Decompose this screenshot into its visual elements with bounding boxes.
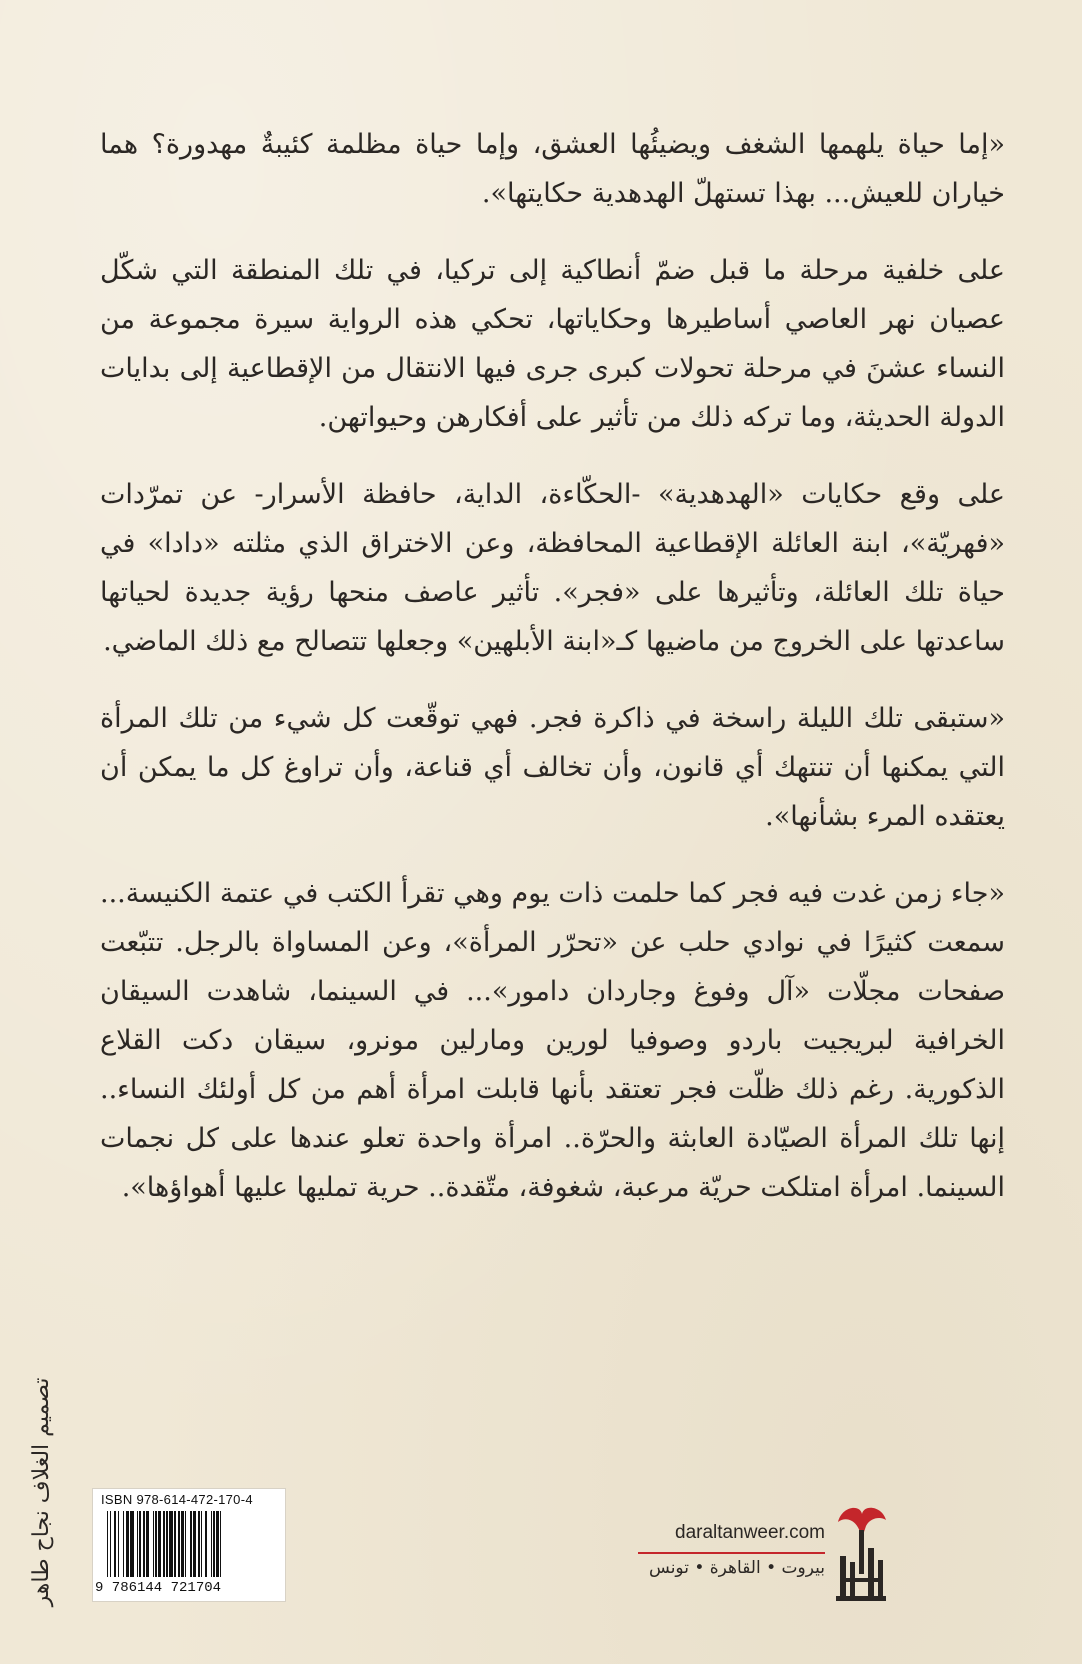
publisher-website[interactable]: daraltanweer.com: [675, 1522, 825, 1543]
cover-design-credit: تصميم الغلاف نجاح طاهر: [29, 1377, 54, 1607]
barcode-digits: 9 786144 721704: [95, 1580, 222, 1596]
publisher-cities: بيروت • القاهرة • تونس: [649, 1558, 825, 1578]
website-underline: [638, 1552, 825, 1554]
blurb-paragraph: «جاء زمن غدت فيه فجر كما حلمت ذات يوم وهي تقرأ الكتب في عتمة الكنيسة... سمعت كثيرًا في نوادي حلب عن «تحرّر المرأة»، وعن المساواة بالرجل. تتبّعت صفحات مجلّات «آل وفوغ وجاردان دامور»... في السينما، شاهدت السيقان الخرافية لبريجيت باردو وصوفيا لورين ومارلين مونرو، سيقان دكت القلاع الذكورية. رغم ذلك ظلّت فجر تعتقد بأنها قابلت امرأة أهم من كل أولئك النساء.. إنها تلك المرأة الصيّادة العابثة والحرّة.. امرأة واحدة تعلو عندها على كل نجمات السينما. امرأة امتلكت حريّة مرعبة، شغوفة، متّقدة.. حرية تمليها عليها أهواؤها».: [100, 878, 1005, 1203]
isbn-number: ISBN 978-614-472-170-4: [101, 1492, 253, 1507]
blurb-paragraph: على خلفية مرحلة ما قبل ضمّ أنطاكية إلى تركيا، في تلك المنطقة التي شكّل عصيان نهر العاصي أساطيرها وحكاياتها، تحكي هذه الرواية سيرة مجموعة من النساء عشنَ في مرحلة تحولات كبرى جرى فيها الانتقال من الإقطاعية إلى بدايات الدولة الحديثة، وما تركه ذلك من تأثير على أفكارهن وحيواتهن.: [100, 255, 1005, 433]
blurb-paragraph: على وقع حكايات «الهدهدية» -الحكّاءة، الداية، حافظة الأسرار- عن تمرّدات «فهريّة»، ابنة العائلة الإقطاعية المحافظة، وعن الاختراق الذي مثلته «دادا» في حياة تلك العائلة، وتأثيرها على «فجر». تأثير عاصف منحها رؤية جديدة لحياتها ساعدتها على الخروج من ماضيها كـ«ابنة الأبلهين» وجعلها تتصالح مع ذلك الماضي.: [100, 479, 1005, 657]
blurb-text: [100, 120, 1005, 1240]
barcode-bars: [107, 1511, 277, 1577]
publisher-block: [630, 1500, 890, 1610]
blurb-paragraph: «ستبقى تلك الليلة راسخة في ذاكرة فجر. فهي توقّعت كل شيء من تلك المرأة التي يمكنها أن تنتهك أي قانون، وأن تخالف أي قناعة، وأن تراوغ كل ما يمكن أن يعتقده المرء بشأنها».: [100, 703, 1005, 832]
blurb-paragraph: «إما حياة يلهمها الشغف ويضيئُها العشق، وإما حياة مظلمة كئيبةٌ مهدورة؟ هما خياران للعيش... بهذا تستهلّ الهدهدية حكايتها».: [100, 129, 1005, 209]
barcode-bar: [221, 1511, 222, 1577]
isbn-barcode: [92, 1488, 286, 1602]
publisher-logo: [830, 1500, 890, 1610]
